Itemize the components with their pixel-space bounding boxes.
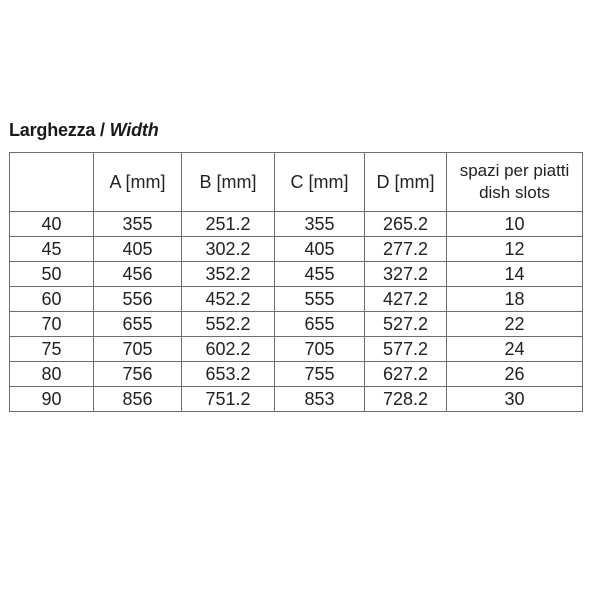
cell-width: 60 xyxy=(10,287,94,312)
header-slots-english: dish slots xyxy=(479,183,550,202)
table-row xyxy=(10,312,583,337)
header-width xyxy=(10,153,94,212)
header-a: A [mm] xyxy=(94,153,182,212)
header-row xyxy=(10,153,583,212)
cell-a: 705 xyxy=(94,337,182,362)
cell-slots: 26 xyxy=(447,362,583,387)
cell-a: 405 xyxy=(94,237,182,262)
header-d: D [mm] xyxy=(365,153,447,212)
table-row xyxy=(10,362,583,387)
cell-d: 427.2 xyxy=(365,287,447,312)
cell-d: 728.2 xyxy=(365,387,447,412)
header-slots-italian: spazi per piatti xyxy=(459,161,570,180)
cell-c: 405 xyxy=(275,237,365,262)
cell-slots: 18 xyxy=(447,287,583,312)
title-separator: / xyxy=(100,120,105,140)
cell-d: 527.2 xyxy=(365,312,447,337)
cell-width: 75 xyxy=(10,337,94,362)
cell-b: 352.2 xyxy=(182,262,275,287)
cell-a: 556 xyxy=(94,287,182,312)
cell-width: 45 xyxy=(10,237,94,262)
cell-c: 655 xyxy=(275,312,365,337)
cell-d: 265.2 xyxy=(365,212,447,237)
cell-a: 355 xyxy=(94,212,182,237)
table-row xyxy=(10,287,583,312)
table-row xyxy=(10,387,583,412)
title-english: Width xyxy=(109,120,159,140)
cell-width: 70 xyxy=(10,312,94,337)
cell-c: 355 xyxy=(275,212,365,237)
cell-c: 755 xyxy=(275,362,365,387)
table-row xyxy=(10,262,583,287)
cell-b: 552.2 xyxy=(182,312,275,337)
cell-width: 80 xyxy=(10,362,94,387)
dimensions-table xyxy=(9,152,583,412)
header-dish-slots xyxy=(447,153,583,212)
cell-a: 655 xyxy=(94,312,182,337)
cell-slots: 10 xyxy=(447,212,583,237)
cell-b: 452.2 xyxy=(182,287,275,312)
cell-d: 277.2 xyxy=(365,237,447,262)
cell-c: 853 xyxy=(275,387,365,412)
cell-b: 302.2 xyxy=(182,237,275,262)
table-row xyxy=(10,212,583,237)
cell-b: 251.2 xyxy=(182,212,275,237)
cell-d: 327.2 xyxy=(365,262,447,287)
cell-a: 756 xyxy=(94,362,182,387)
cell-a: 856 xyxy=(94,387,182,412)
cell-c: 705 xyxy=(275,337,365,362)
cell-c: 555 xyxy=(275,287,365,312)
cell-width: 90 xyxy=(10,387,94,412)
title-italian: Larghezza xyxy=(9,120,96,140)
cell-slots: 30 xyxy=(447,387,583,412)
header-b: B [mm] xyxy=(182,153,275,212)
table-row xyxy=(10,337,583,362)
cell-width: 40 xyxy=(10,212,94,237)
table-title xyxy=(9,120,159,141)
table-row xyxy=(10,237,583,262)
cell-width: 50 xyxy=(10,262,94,287)
cell-slots: 22 xyxy=(447,312,583,337)
cell-slots: 24 xyxy=(447,337,583,362)
cell-slots: 14 xyxy=(447,262,583,287)
cell-b: 602.2 xyxy=(182,337,275,362)
cell-b: 751.2 xyxy=(182,387,275,412)
cell-c: 455 xyxy=(275,262,365,287)
header-c: C [mm] xyxy=(275,153,365,212)
cell-d: 627.2 xyxy=(365,362,447,387)
cell-b: 653.2 xyxy=(182,362,275,387)
cell-slots: 12 xyxy=(447,237,583,262)
cell-d: 577.2 xyxy=(365,337,447,362)
cell-a: 456 xyxy=(94,262,182,287)
